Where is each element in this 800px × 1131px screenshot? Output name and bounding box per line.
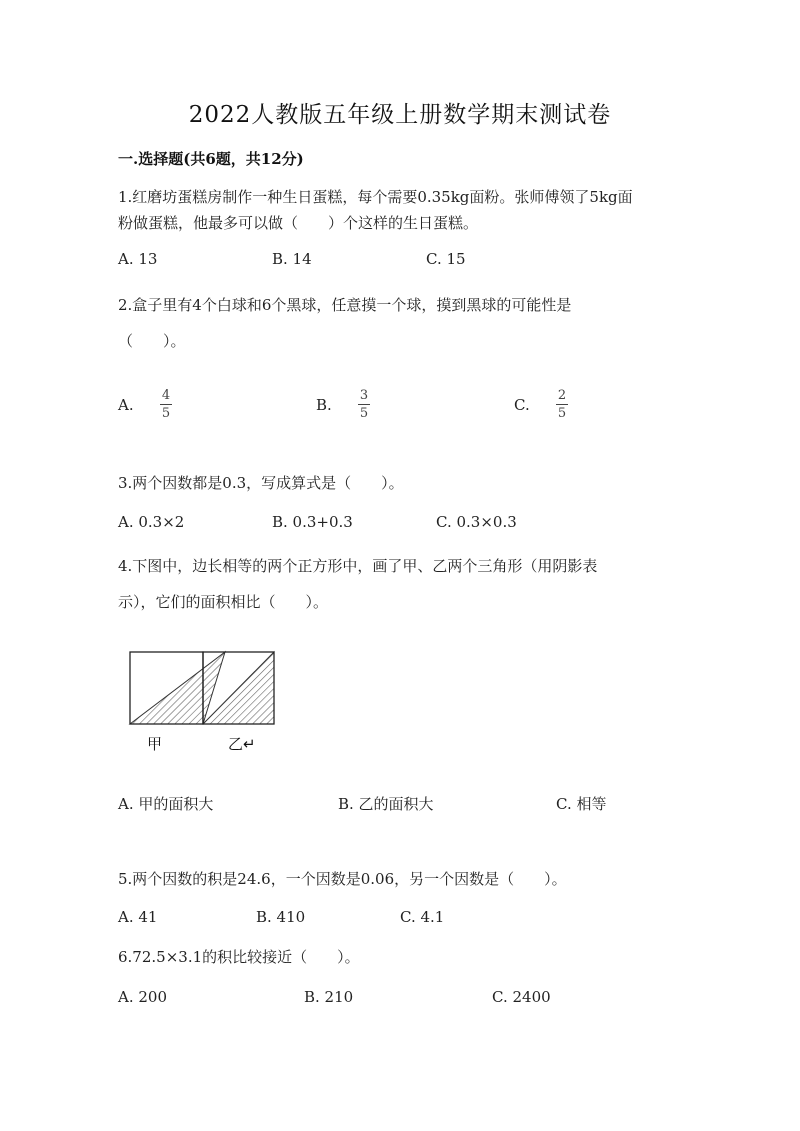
- figure-label-yi: 乙↵: [228, 735, 256, 753]
- q2-option-c-label: C.: [514, 396, 530, 414]
- q2-option-b-label: B.: [316, 396, 332, 414]
- question-5-line-1: 5.两个因数的积是24.6，一个因数是0.06，另一个因数是（ ）。: [118, 870, 567, 888]
- question-4-line-1: 4.下图中，边长相等的两个正方形中，画了甲、乙两个三角形（用阴影表: [118, 557, 598, 575]
- fraction-bar: [160, 404, 172, 405]
- question-3: [118, 470, 698, 496]
- q5-option-c: C. 4.1: [400, 908, 445, 926]
- q4-option-a: A. 甲的面积大: [118, 795, 214, 813]
- q4-option-b: B. 乙的面积大: [338, 795, 434, 813]
- q6-option-a: A. 200: [118, 988, 167, 1006]
- q2-option-a-label: A.: [118, 396, 134, 414]
- question-6-line-1: 6.72.5×3.1的积比较接近（ ）。: [118, 948, 360, 966]
- question-1-line-2: 粉做蛋糕，他最多可以做（ ）个这样的生日蛋糕。: [118, 214, 479, 232]
- fraction-denominator: 5: [359, 406, 369, 421]
- q5-option-a: A. 41: [118, 908, 158, 926]
- figure-label-jia: 甲: [147, 735, 163, 753]
- q1-option-c: C. 15: [426, 250, 466, 268]
- question-1-line-1: 1.红磨坊蛋糕房制作一种生日蛋糕，每个需要0.35kg面粉。张师傅领了5kg面: [118, 188, 633, 206]
- q2-option-b-fraction: [358, 388, 370, 421]
- question-4-line-2: 示），它们的面积相比（ ）。: [118, 593, 329, 611]
- fraction-numerator: 3: [359, 388, 369, 403]
- fraction-numerator: 2: [557, 388, 567, 403]
- squares-triangles-figure: [125, 646, 280, 730]
- fraction-denominator: 5: [161, 406, 171, 421]
- question-3-line-1: 3.两个因数都是0.3，写成算式是（ ）。: [118, 474, 404, 492]
- question-5: [118, 866, 698, 892]
- q2-option-a-fraction: [160, 388, 172, 421]
- page-title: 2022人教版五年级上册数学期末测试卷: [188, 102, 612, 128]
- fraction-bar: [358, 404, 370, 405]
- q3-option-c: C. 0.3×0.3: [436, 513, 517, 531]
- fraction-numerator: 4: [161, 388, 171, 403]
- fraction-denominator: 5: [557, 406, 567, 421]
- question-2-line-1: 2.盒子里有4个白球和6个黑球，任意摸一个球，摸到黑球的可能性是: [118, 296, 572, 314]
- q6-option-c: C. 2400: [492, 988, 551, 1006]
- q2-option-c-fraction: [556, 388, 568, 421]
- fraction-bar: [556, 404, 568, 405]
- q4-option-c: C. 相等: [556, 795, 607, 813]
- question-6: [118, 944, 698, 970]
- q1-option-a: A. 13: [118, 250, 158, 268]
- q3-option-b: B. 0.3+0.3: [272, 513, 353, 531]
- question-1: [118, 184, 698, 236]
- question-2-line-2: （ ）。: [118, 332, 186, 350]
- q6-option-b: B. 210: [304, 988, 354, 1006]
- question-2: [118, 287, 698, 359]
- question-4: [118, 548, 698, 620]
- triangle-jia: [130, 652, 225, 724]
- q1-option-b: B. 14: [272, 250, 312, 268]
- section-heading: 一.选择题(共6题，共12分): [118, 150, 304, 168]
- q5-option-b: B. 410: [256, 908, 306, 926]
- q3-option-a: A. 0.3×2: [118, 513, 185, 531]
